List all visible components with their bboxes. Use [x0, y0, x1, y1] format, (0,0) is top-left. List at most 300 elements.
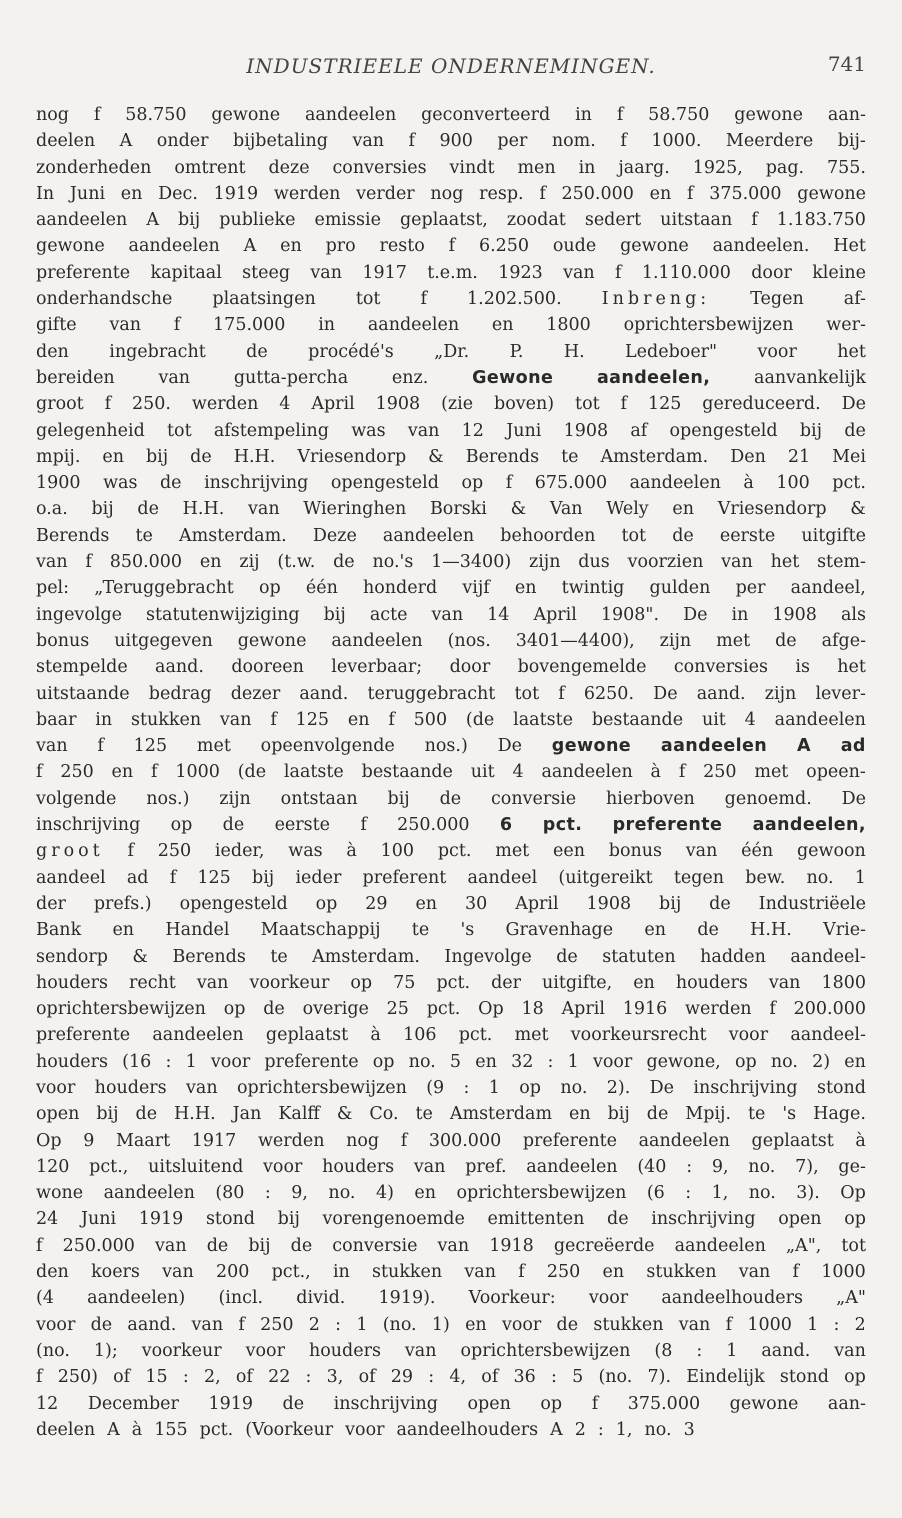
- word: 200.000: [793, 999, 866, 1020]
- word: 100: [380, 841, 415, 862]
- word: Amsterdam.: [178, 525, 287, 546]
- word: Mpij.: [685, 1104, 732, 1125]
- word: 4: [512, 762, 524, 783]
- text-line: [36, 1233, 866, 1259]
- word: bij: [323, 604, 346, 625]
- word: inschrijving: [36, 815, 141, 836]
- word: 1923: [498, 262, 543, 283]
- word: f: [448, 236, 456, 257]
- word: van: [404, 1340, 437, 1361]
- word: met: [495, 841, 530, 862]
- text-line: [36, 681, 866, 707]
- word: 5: [572, 1367, 584, 1388]
- word: de: [556, 946, 578, 967]
- word: koers: [91, 1262, 140, 1283]
- word: f: [270, 709, 277, 730]
- word: :: [165, 1051, 172, 1072]
- word: 1: [488, 1077, 500, 1098]
- word: 375.000: [627, 1393, 701, 1414]
- text-line: [36, 181, 866, 207]
- word: van: [352, 131, 385, 152]
- word: aandeelen: [367, 315, 460, 336]
- word: 1800: [546, 315, 591, 336]
- word: 12: [461, 420, 484, 441]
- word: dus: [578, 552, 610, 573]
- word: 120: [36, 1156, 70, 1177]
- word: aandeelen: [526, 1156, 618, 1177]
- word: baar: [36, 709, 77, 730]
- word: aandeelen: [629, 473, 721, 494]
- word: en: [112, 920, 135, 941]
- word: van: [437, 1235, 470, 1256]
- word: 9: [83, 1130, 95, 1151]
- word: no.: [328, 1183, 356, 1204]
- word: genoemd.: [724, 788, 812, 809]
- word: f: [127, 841, 134, 862]
- word: 1916: [622, 999, 668, 1020]
- word: 14: [487, 604, 510, 625]
- text-line: [36, 838, 866, 864]
- word: 1: [854, 867, 866, 888]
- word: 200: [215, 1262, 250, 1283]
- word: (zie: [441, 394, 474, 415]
- word: 250: [703, 762, 737, 783]
- text-line: [36, 470, 866, 496]
- word: Gravenhage: [505, 920, 614, 941]
- word: conversie: [332, 1235, 418, 1256]
- word: de: [159, 473, 182, 494]
- word: 2).: [606, 1077, 631, 1098]
- text-line: [36, 917, 866, 943]
- word: gutta-percha: [233, 367, 349, 388]
- word: aand.: [299, 683, 349, 704]
- word: ingevolge: [36, 604, 123, 625]
- word: publieke: [219, 210, 296, 231]
- word: 250: [157, 841, 192, 862]
- word: 's: [782, 1104, 797, 1125]
- word: houders: [94, 1077, 167, 1098]
- word: bijbetaling: [233, 131, 328, 152]
- word: H.H.: [750, 920, 792, 941]
- word: 6: [499, 815, 513, 836]
- word: oprichtersbewijzen: [623, 315, 794, 336]
- word: gewone: [211, 105, 281, 125]
- word: mpij.: [36, 446, 81, 467]
- word: aand.: [127, 1314, 177, 1335]
- word: ieder,: [214, 841, 265, 862]
- word: &: [510, 499, 527, 520]
- text-line: [36, 575, 866, 601]
- word: Berends: [36, 525, 110, 546]
- word: op: [519, 1077, 541, 1098]
- word: f: [725, 1314, 733, 1335]
- word: van: [685, 841, 718, 862]
- word: 1900: [36, 473, 81, 494]
- text-line: [36, 1338, 866, 1364]
- word: pct.: [437, 841, 472, 862]
- word: opeen-: [806, 762, 866, 783]
- word: 1.110.000: [641, 262, 731, 283]
- word: 250: [60, 762, 94, 783]
- word: van: [431, 604, 464, 625]
- word: 1: [807, 1314, 819, 1335]
- word: wer-: [826, 315, 866, 336]
- word: geplaatst: [265, 1025, 349, 1046]
- word: van: [109, 315, 142, 336]
- word: &: [132, 946, 148, 967]
- word: inschrijving: [693, 1077, 798, 1098]
- word: te: [747, 1104, 766, 1125]
- word: 1: [726, 1340, 738, 1361]
- word: bonus: [36, 630, 90, 651]
- word: 1919: [208, 1393, 253, 1414]
- word: en: [491, 315, 514, 336]
- text-line: [36, 733, 866, 759]
- word: :: [305, 1367, 312, 1388]
- word: zonderheden: [36, 157, 152, 178]
- word: Tegen: [750, 289, 804, 310]
- word: (8: [654, 1340, 673, 1361]
- word: ad: [126, 867, 149, 888]
- word: onderhandsche: [36, 289, 173, 310]
- word: de: [290, 1235, 313, 1256]
- word: f: [505, 473, 513, 494]
- word: 250: [260, 1314, 294, 1335]
- word: 5: [449, 1051, 462, 1072]
- word: f: [360, 815, 367, 836]
- word: f: [238, 1314, 245, 1335]
- word: bestaande: [361, 762, 453, 783]
- word: stempelde: [36, 657, 128, 678]
- word: 106: [403, 1025, 437, 1046]
- word: 1,: [615, 1419, 633, 1440]
- word: „A": [836, 1288, 866, 1309]
- word: pct.,: [271, 1262, 311, 1283]
- word: acte: [369, 604, 408, 625]
- word: aandeelen: [382, 525, 475, 546]
- word: bij: [96, 1104, 119, 1125]
- word: gecreëerde: [553, 1235, 655, 1256]
- word: uitgifte: [801, 525, 866, 546]
- word: houders: [322, 1156, 395, 1177]
- word: te: [561, 446, 579, 467]
- word: de: [263, 999, 285, 1020]
- word: het: [837, 341, 866, 362]
- word: aandeelen: [128, 236, 220, 257]
- word: 1908".: [600, 604, 660, 625]
- word: à: [743, 473, 754, 494]
- word: inschrijving: [204, 473, 309, 494]
- word: open: [36, 1104, 80, 1125]
- word: 1000.: [651, 131, 702, 152]
- word: gewone: [734, 105, 803, 125]
- word: Wieringhen: [303, 499, 407, 520]
- word: De: [841, 394, 866, 415]
- word: gewone,: [646, 1051, 721, 1072]
- word: gelegenheid: [36, 420, 145, 441]
- word: recht: [129, 972, 176, 993]
- word: van: [155, 1235, 187, 1256]
- word: 125: [197, 867, 231, 888]
- text-line: [36, 865, 866, 891]
- word: f: [36, 762, 43, 783]
- word: preferent: [362, 867, 447, 888]
- text-line: [36, 391, 866, 417]
- word: aandeelen: [541, 762, 633, 783]
- word: van: [36, 736, 68, 757]
- word: bij: [177, 210, 201, 231]
- word: aandeel-: [790, 1025, 866, 1046]
- word: voor: [210, 1051, 251, 1072]
- word: de: [190, 446, 212, 467]
- word: aand.: [761, 1340, 811, 1361]
- word: 6.250: [478, 236, 530, 257]
- word: 375.000: [709, 183, 782, 204]
- word: jaarg.: [618, 157, 670, 178]
- word: De: [649, 1077, 675, 1098]
- word: (16: [122, 1051, 152, 1072]
- word: deze: [268, 157, 310, 178]
- word: f: [388, 709, 395, 730]
- word: :: [597, 1419, 604, 1440]
- word: Voorkeur:: [468, 1288, 556, 1309]
- word: uit: [470, 762, 495, 783]
- word: Berends: [465, 446, 540, 467]
- text-line: [36, 312, 866, 338]
- word: bereiden: [36, 367, 115, 388]
- word: kleine: [812, 262, 866, 283]
- word: gewone: [551, 736, 632, 757]
- word: van: [162, 1262, 194, 1283]
- word: f: [400, 1130, 408, 1151]
- word: ingebracht: [109, 341, 206, 362]
- word: aandeelen: [638, 1130, 730, 1151]
- word: onder: [156, 131, 209, 152]
- word: :: [833, 1314, 840, 1335]
- word: nog: [36, 105, 70, 125]
- word: A: [243, 236, 257, 257]
- word: zijn: [219, 788, 251, 809]
- word: aanvankelijk: [754, 367, 866, 388]
- word: 75: [393, 972, 416, 993]
- word: 3).: [796, 1183, 820, 1204]
- text-line: [36, 786, 866, 812]
- word: nog: [430, 183, 464, 204]
- word: 9,: [711, 1156, 729, 1177]
- word: tot: [514, 683, 540, 704]
- word: aandeelen: [304, 105, 397, 125]
- word: resto: [379, 236, 425, 257]
- word: gulden: [649, 578, 711, 599]
- word: no.'s: [372, 552, 414, 573]
- word: af: [630, 420, 648, 441]
- word: uitstaan: [660, 210, 733, 231]
- word: :: [182, 1367, 189, 1388]
- word: stukken: [130, 709, 202, 730]
- word: Inbreng:: [601, 289, 711, 310]
- word: de: [90, 1314, 113, 1335]
- word: per: [497, 131, 528, 152]
- word: deelen: [36, 131, 96, 152]
- word: f: [620, 131, 627, 152]
- word: f: [678, 762, 686, 783]
- word: teruggebracht: [367, 683, 496, 704]
- word: 15: [145, 1367, 168, 1388]
- word: het: [770, 552, 800, 573]
- word: &: [336, 1104, 353, 1125]
- word: hadden: [700, 946, 766, 967]
- word: aan-: [827, 105, 866, 125]
- word: de: [709, 893, 731, 914]
- word: 250.000: [397, 815, 470, 836]
- word: en: [415, 893, 438, 914]
- word: f: [620, 394, 628, 415]
- word: 100: [776, 473, 810, 494]
- word: preferente: [522, 1130, 617, 1151]
- word: A: [146, 210, 159, 231]
- text-line: [36, 891, 866, 917]
- text-line: [36, 365, 866, 391]
- word: bij: [799, 420, 823, 441]
- word: conversie: [490, 788, 577, 809]
- word: voorkeur: [249, 972, 330, 993]
- word: bij: [91, 499, 114, 520]
- word: houders: [308, 1340, 381, 1361]
- word: (no.: [382, 1314, 417, 1335]
- word: :: [686, 1156, 693, 1177]
- word: pel:: [36, 578, 70, 599]
- word: behoorden: [500, 525, 596, 546]
- word: prefs.): [93, 893, 152, 914]
- text-line: [36, 759, 866, 785]
- word: (40: [637, 1156, 667, 1177]
- word: 21: [787, 446, 811, 467]
- word: voor: [757, 341, 797, 362]
- word: 4,: [449, 1367, 467, 1388]
- word: vorengenoemde: [322, 1209, 465, 1230]
- word: zij: [239, 552, 260, 573]
- word: De: [841, 788, 866, 809]
- word: 29: [365, 893, 388, 914]
- word: voorzien: [627, 552, 704, 573]
- word: der: [491, 972, 522, 993]
- word: 1919).: [378, 1288, 436, 1309]
- word: was: [288, 841, 323, 862]
- word: oude: [552, 236, 597, 257]
- word: bij: [387, 788, 410, 809]
- word: aandeelen: [674, 1235, 766, 1256]
- word: 250.: [131, 394, 171, 415]
- word: De: [497, 736, 522, 757]
- word: 250: [546, 1262, 581, 1283]
- word: Berends: [172, 946, 246, 967]
- word: de: [775, 630, 797, 651]
- word: De: [683, 604, 708, 625]
- word: (uitgereikt: [558, 867, 653, 888]
- word: Hage.: [813, 1104, 866, 1125]
- word: uit: [701, 709, 726, 730]
- word: (de: [237, 762, 267, 783]
- running-head: INDUSTRIEELE ONDERNEMINGEN.: [246, 54, 656, 78]
- word: 1: [185, 1051, 197, 1072]
- word: was: [351, 420, 386, 441]
- word: aandeelhouders: [661, 1288, 803, 1309]
- word: 675.000: [534, 473, 608, 494]
- word: van: [721, 552, 753, 573]
- word: (t.w.: [277, 552, 316, 573]
- word: 1000: [747, 1314, 792, 1335]
- word: gewone: [36, 236, 105, 257]
- word: Mei: [832, 446, 866, 467]
- text-line: [36, 418, 866, 444]
- word: plaatsingen: [212, 289, 316, 310]
- word: nog: [346, 1130, 380, 1151]
- word: procédé's: [308, 341, 394, 362]
- word: steeg: [242, 262, 291, 283]
- word: bij: [659, 893, 682, 914]
- word: deelen: [36, 1419, 96, 1440]
- text-line: [36, 654, 866, 680]
- word: bij: [277, 1209, 300, 1230]
- word: à: [131, 1419, 143, 1440]
- word: :: [685, 1183, 692, 1204]
- word: no.: [644, 1419, 672, 1440]
- word: en: [120, 183, 143, 204]
- word: op: [258, 578, 281, 599]
- text-line: [36, 523, 866, 549]
- word: 300.000: [428, 1130, 502, 1151]
- word: men: [517, 157, 556, 178]
- word: f: [616, 105, 624, 125]
- word: laatste: [283, 762, 344, 783]
- word: bedrag: [148, 683, 212, 704]
- word: geplaatst: [751, 1130, 834, 1151]
- word: en: [475, 1051, 497, 1072]
- word: 250): [57, 1367, 98, 1388]
- word: hierboven: [605, 788, 695, 809]
- word: in: [95, 709, 113, 730]
- word: aand.: [155, 657, 204, 678]
- word: met: [754, 762, 789, 783]
- word: en: [111, 762, 134, 783]
- word: P.: [509, 341, 524, 362]
- word: Kalff: [278, 1104, 320, 1125]
- word: H.H.: [174, 1104, 216, 1125]
- word: 1—3400): [431, 552, 512, 573]
- word: 32: [511, 1051, 534, 1072]
- word: Vriesendorp: [717, 499, 827, 520]
- text-line: [36, 1364, 866, 1390]
- word: no.: [770, 1051, 798, 1072]
- word: f: [558, 683, 565, 704]
- word: bij: [248, 1235, 271, 1256]
- word: 2: [854, 1314, 866, 1335]
- word: aandeel: [36, 867, 106, 888]
- word: 1000: [821, 1262, 866, 1283]
- text-line: [36, 207, 866, 233]
- word: of: [358, 1367, 376, 1388]
- word: 1917: [191, 1130, 237, 1151]
- word: en: [672, 499, 695, 520]
- word: uitgifte,: [542, 972, 613, 993]
- word: f: [85, 552, 92, 573]
- word: en: [465, 1314, 487, 1335]
- word: pct.: [832, 473, 866, 494]
- word: omtrent: [174, 157, 246, 178]
- word: pref.: [465, 1156, 507, 1177]
- word: of: [113, 1367, 131, 1388]
- word: pct.,: [89, 1156, 129, 1177]
